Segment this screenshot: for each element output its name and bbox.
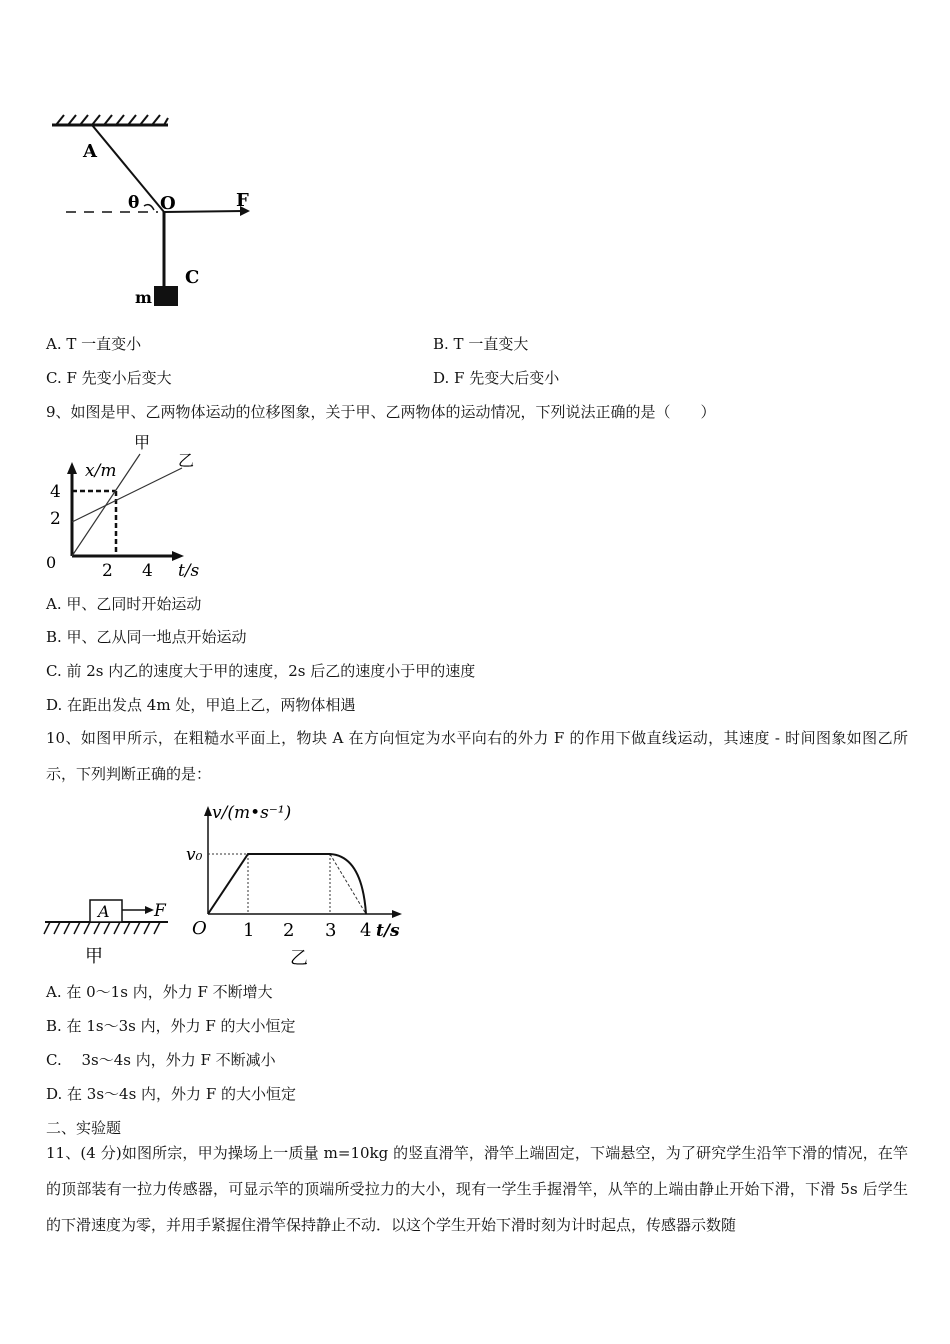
q10-figure-jia: [40, 890, 180, 970]
y-axis-arrow: [67, 462, 77, 474]
q9-option-c: C. 前 2s 内乙的速度大于甲的速度，2s 后乙的速度小于甲的速度: [46, 662, 476, 680]
x-tick-2: 2: [283, 920, 295, 941]
q8-option-b: B. T 一直变大: [433, 335, 529, 353]
x-axis-arrow: [392, 910, 402, 918]
q10-option-a: A. 在 0～1s 内，外力 F 不断增大: [46, 983, 273, 1001]
label-F: F: [236, 190, 249, 211]
q9-graph: [40, 430, 220, 580]
series-jia-label: 甲: [134, 433, 151, 452]
block-A-label: A: [98, 902, 110, 921]
y-axis-label: x/m: [85, 461, 117, 481]
x-tick-4: 4: [142, 561, 153, 580]
x-tick-4: 4: [360, 920, 372, 941]
x-tick-2: 2: [102, 561, 113, 580]
y-axis-arrow: [204, 806, 212, 816]
force-label: F: [154, 901, 166, 921]
force-arrow-head: [145, 906, 154, 914]
q8-figure: [40, 110, 270, 320]
q9-option-b: B. 甲、乙从同一地点开始运动: [46, 628, 247, 646]
origin-label: 0: [46, 553, 57, 572]
label-theta: θ: [128, 193, 140, 213]
v0-label: v₀: [186, 845, 203, 865]
x-tick-1: 1: [243, 920, 255, 941]
label-C: C: [185, 267, 200, 288]
surface-hatch: [44, 922, 160, 934]
origin-label: O: [192, 918, 207, 939]
q11-text: 11、(4 分)如图所宗，甲为操场上一质量 m=10kg 的竖直滑竿，滑竿上端固定，下端悬空，为了研究学生沿竿下滑的情况，在竿的顶部装有一拉力传感器，可显示竿的顶端所受拉力的大小，现有一学生手握滑竿，从竿的上端由静止开始下滑，下滑 5s 后学生的下滑速度为零，并用手紧握住滑竿保持静止不动．以这个学生开始下滑时刻为计时起点，传感器示数随: [46, 1144, 908, 1234]
velocity-curve: [208, 854, 366, 914]
caption-jia: 甲: [85, 946, 103, 967]
x-axis-label: t/s: [178, 561, 200, 580]
x-axis-arrow: [172, 551, 184, 561]
force-F-arrow: [164, 211, 244, 212]
ceiling: [52, 115, 168, 125]
q10-option-d: D. 在 3s～4s 内，外力 F 的大小恒定: [46, 1085, 296, 1103]
q9-stem: 9、如图是甲、乙两物体运动的位移图象，关于甲、乙两物体的运动情况，下列说法正确的是（ ）: [46, 403, 716, 421]
q8-option-c: C. F 先变小后变大: [46, 369, 172, 387]
q9-option-a: A. 甲、乙同时开始运动: [46, 595, 202, 613]
angle-arc: [144, 205, 154, 210]
q10-option-b: B. 在 1s～3s 内，外力 F 的大小恒定: [46, 1017, 296, 1035]
label-A: A: [83, 141, 97, 162]
y-axis-label: v/(m•s⁻¹): [212, 803, 292, 823]
section-title: 二、实验题: [46, 1119, 122, 1137]
y-tick-4: 4: [50, 482, 61, 502]
x-tick-3: 3: [325, 920, 337, 941]
q8-option-a: A. T 一直变小: [46, 335, 142, 353]
label-O: O: [160, 193, 176, 214]
caption-yi: 乙: [290, 948, 308, 969]
q10-option-c: C. 3s～4s 内，外力 F 不断减小: [46, 1051, 276, 1069]
series-yi-label: 乙: [178, 451, 195, 470]
q8-option-d: D. F 先变大后变小: [433, 369, 560, 387]
x-axis-label: t/s: [376, 921, 400, 941]
label-m: m: [135, 288, 152, 307]
mass-block: [154, 286, 178, 306]
q9-option-d: D. 在距出发点 4m 处，甲追上乙，两物体相遇: [46, 696, 356, 714]
q10-graph: [186, 798, 408, 973]
q10-stem: 10、如图甲所示，在粗糙水平面上，物块 A 在方向恒定为水平向右的外力 F 的作用下做直线运动，其速度 - 时间图象如图乙所示，下列判断正确的是：: [46, 729, 908, 783]
y-tick-2: 2: [50, 509, 61, 529]
